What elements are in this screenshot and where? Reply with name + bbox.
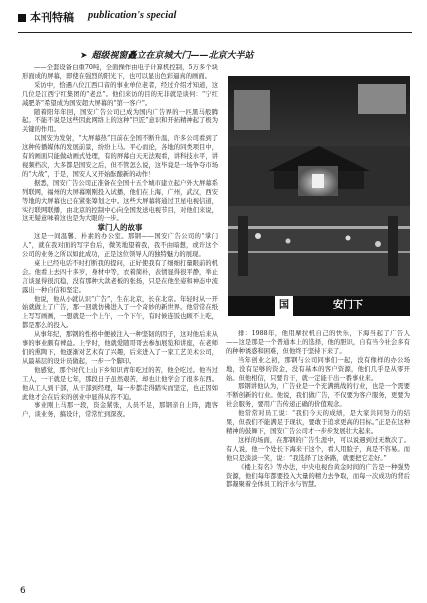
photo-illustration (228, 76, 410, 296)
left-paragraphs (22, 64, 218, 224)
right-column (226, 330, 410, 584)
left-paragraphs-2 (22, 233, 218, 420)
paragraph: 随着阳年年回，国安广告公司已成为国内广告界的一匹黑马般腾起。不能不说是这些因此网络上的这种“巨匠”意识和开拓精神起了极为关键的作用。 (22, 108, 218, 134)
paragraph: 排：1988年，他用摩拉机自己的快乐，下海当起了广告人——这是那是一个普通本上的选择，他的胆识，自有当今社会多有的种种诱惑和困难，但他终于坚持下来了。 (226, 330, 410, 355)
sub-heading: 掌门人的故事 (97, 223, 143, 233)
left-column (22, 64, 218, 584)
column-header (18, 10, 412, 33)
paragraph: 采访中，恰遇八位江西口音的事业单位老者，经过介绍才知道，这几位是江西宁红集团的“老总”。他们来访的目的无非就是谈何：“宁红减肥茶”希望成为国安超大屏幕的“第一客户”。 (22, 81, 218, 107)
story-title: ➤ 超级视窗矗立在京城大门——北京大半站 (80, 51, 254, 61)
header-square-icon (18, 14, 26, 22)
paragraph: 桌上已经电话不时打断我的提问，正好使我有了细细打量眼前的机会。他看上去四十多岁，身材中等，衣着简朴，表情显得很平静，举止言谈显得很沉稳，没有那种大款老板的张扬，只是在他坐姿和神态中流露出一种自信和坚定。 (22, 259, 218, 294)
night-photo-tiananmen (228, 76, 410, 296)
page-number: 6 (20, 586, 26, 596)
paragraph: 他感觉，那个时代上山下乡知识青年吃过的苦，他全吃过。他当过工人，一干就是七年，那段日子虽然艰苦，却也让他学会了很多东西。他从工人到干部，从干部到经理，每一步都走得踏实而坚定，也正因如此他才会在后来的创业中显得从容不迫。 (22, 366, 218, 401)
paragraph: 他说，他从小就认识“广告”，生在北京，长在北京。年轻时从一开始就做上了广告，那一回就仿佛进入了一个奇妙的新世界。他常常在纸上写写画画，一想就是一个上午，一个下午，有时候连饭也顾不上吃，都是那么的投入。 (22, 295, 218, 330)
paragraph: 这是一间温馨、朴素的办公室。那钢——国安广告公司的“掌门人”，就在我对面的写字台后，微笑地望着我，我不由暗想，或许这个公司的业务之所以如此成功，正是这位领导人的独特魅力的展现。 (22, 233, 218, 259)
column-name: 本刊特稿 (30, 11, 74, 24)
paragraph: 他常常对员工说：“我们今天的成绩，是大家共同努力的结果，但我们不能满足于现状，要敢于追求更高的目标。”正是在这种精神的鼓舞下，国安广告公司才一步步发展壮大起来。 (226, 410, 410, 435)
arrow-icon: ➤ (80, 51, 88, 61)
publication-name: publication's special (88, 10, 177, 21)
paragraph: 《楼上有名》等办法，中央电视台黄金时间的广告是一种强势资源，他们每年都要投入大量的精力去争取，而每一次成功的背后都凝聚着全体员工的汗水与智慧。 (226, 463, 410, 489)
paragraph: 这样的场面，在那钢的广告生涯中，可以说遇到过无数次了。有人说，他一个处长下海来干这个，看人用脸子，真是不容易。而他只是淡淡一笑，说：“我选择了这条路，就要把它走好。” (226, 436, 410, 462)
photo-caption (228, 296, 410, 316)
paragraph: 当年创业之初，那钢与公司同事们一起，没有像样的办公场地，没有足够的资金，没有基本的客户资源，他们几乎是从零开始。但他相信，只要肯干，就一定能干出一番事业来。 (226, 356, 410, 382)
caption-label: 国 (275, 296, 293, 316)
paragraph: ——全套设备白重70吨，全面操作由电子计算机控制，5万多个块形面成的屏幕，即使在强烈的阳光下，也可以显出色彩逼真的画面。 (22, 64, 218, 80)
paragraph: 从事年纪，那钢的性格中便被注入一种坚韧的因子，这对他后来从事的事业颇有裨益。上学时，他就爱随哥哥去参加展览和讲座，在老师们的熏陶下，他逐渐对艺术有了兴趣，后来进入了一家工艺美术公司，从最基层的设计员做起，一步一个脚印。 (22, 331, 218, 365)
paragraph: 那钢讲他认为，广告业是一个充满挑战的行业，也是一个需要不断创新的行业。他说，我们做广告，不仅要为客户服务，更要为社会服务，要用广告传递正确的价值观念。 (226, 383, 410, 409)
paragraph: 以国安为发射，“大屏幕热”目前在全国不断升温，许多公司看到了这种传播媒体的发展前景，纷纷上马。平心而论，各地的同类项目中，有的画面只能做动画式处理，有的屏幕白天无法观看，讲科技水平，讲视频档次，大多都是国安之后，但不管怎么说，这毕竟是一场争夺市场的“大战”，于是，国安人又开始酝酿新的动作！ (22, 135, 218, 178)
right-paragraphs (226, 330, 410, 490)
paragraph: 事业刚上马那一段，资金紧张，人员不足，那钢亲自上阵，跑客户，谈业务，搞设计，常常忙到深夜。 (22, 402, 218, 419)
caption-text: 安门下 (333, 300, 363, 311)
paragraph: 据悉，国安广告公司正准备在全国十五个城市建立起户外大屏幕系列联网，福州的大屏幕刚刚投入试播，他们在上海，广州，武汉，西安等地的大屏幕也已在紧张筹划之中。这些大屏幕将通过卫星电视信道，实行联网联播，由北京的控制中心向全国发送电视节目，对他们来说，这无疑意味着这也是为大眼的一步。 (22, 179, 218, 223)
